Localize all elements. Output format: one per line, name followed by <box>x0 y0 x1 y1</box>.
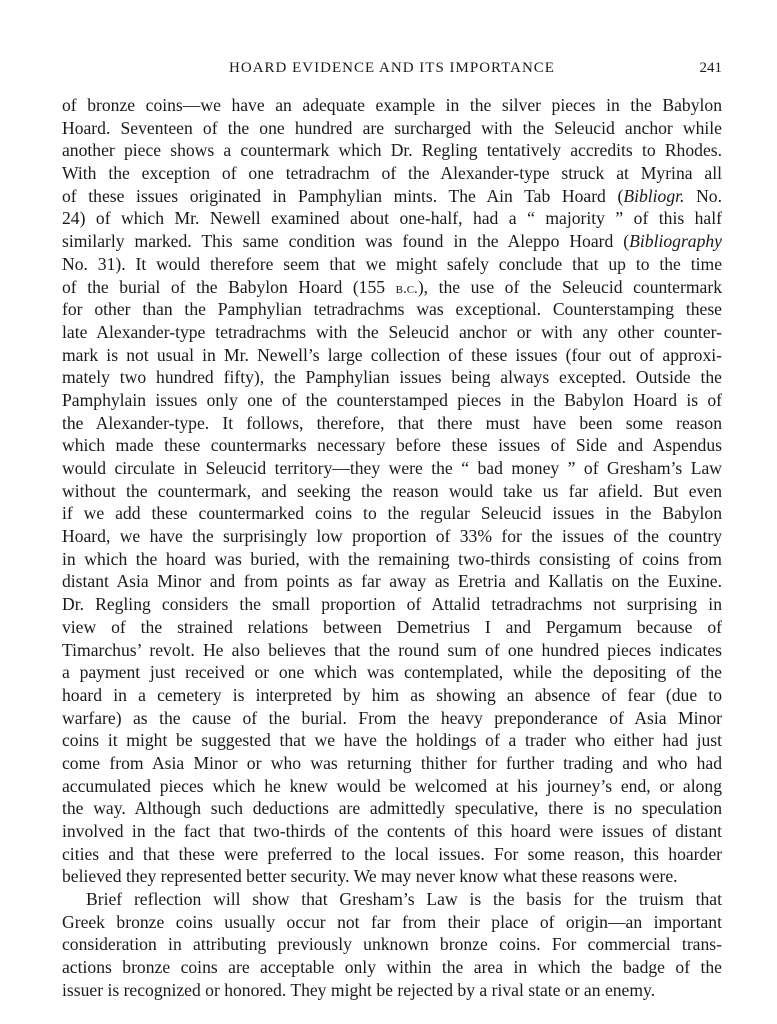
text-line <box>62 230 722 253</box>
text-line: 24) of which Mr. Newell examined about one-half, had a “ majority ” of this half <box>62 208 722 229</box>
text-line <box>62 276 722 299</box>
date-small-caps: b.c. <box>395 280 418 297</box>
text-line <box>62 185 722 208</box>
paragraph-2 <box>62 888 722 1001</box>
text-line: cities and that these were preferred to the local issues. For some reason, this hoarder <box>62 843 722 864</box>
running-head <box>62 60 722 82</box>
text-run: of these issues originated in Pamphylian mints. The Ain Tab Hoard ( <box>62 185 624 206</box>
text-line: involved in the fact that two-thirds of the contents of this hoard were issues of distant <box>62 821 722 841</box>
text-line: another piece shows a countermark which Dr. Regling tentatively accredits to Rhodes. <box>62 140 722 161</box>
text-run: of the burial of the Babylon Hoard (155 <box>62 276 396 297</box>
text-line: No. 31). It would therefore seem that we might safely conclude that up to the time <box>62 253 722 274</box>
text-line: Timarchus’ revolt. He also believes that the round sum of one hundred pieces indicates <box>62 639 722 660</box>
text-line: come from Asia Minor or who was returning thither for further trading and who had <box>62 752 722 773</box>
paragraph-1 <box>62 94 722 888</box>
text-line: view of the strained relations between Demetrius I and Pergamum because of <box>62 616 722 637</box>
text-line: accumulated pieces which he knew would be welcomed at his journey’s end, or along <box>62 775 722 796</box>
body-text <box>62 94 722 1002</box>
text-line: coins it might be suggested that we have the holdings of a trader who either had just <box>62 730 722 751</box>
text-line: Greek bronze coins usually occur not far from their place of origin—an important <box>62 911 722 932</box>
page-number: 241 <box>699 60 722 76</box>
citation-italic: Bibliography <box>629 231 722 252</box>
text-line: without the countermark, and seeking the reason would take us far afield. But even <box>62 480 722 501</box>
text-line: Brief reflection will show that Gresham’s Law is the basis for the truism that <box>86 889 722 910</box>
text-line: if we add these countermarked coins to the regular Seleucid issues in the Babylon <box>62 503 722 524</box>
citation-italic: Bibliogr. <box>623 185 685 206</box>
text-line: believed they represented better security. We may never know what these reasons were. <box>62 866 678 887</box>
text-run: similarly marked. This same condition was found in the Aleppo Hoard ( <box>62 231 630 252</box>
text-line: the Alexander-type. It follows, therefore, that there must have been some reason <box>62 412 722 433</box>
text-line: for other than the Pamphylian tetradrachms was exceptional. Counterstamping these <box>62 299 722 320</box>
text-line: distant Asia Minor and from points as far away as Eretria and Kallatis on the Euxine. <box>62 571 722 592</box>
text-run: No. <box>684 185 722 206</box>
text-run: ), the use of the Seleucid countermark <box>417 276 722 297</box>
text-line: in which the hoard was buried, with the remaining two-thirds consisting of coins from <box>62 548 722 569</box>
text-line: Dr. Regling considers the small proportion of Attalid tetradrachms not surprising in <box>62 594 722 615</box>
text-line: a payment just received or one which was contemplated, while the depositing of the <box>62 662 722 683</box>
text-line: Hoard, we have the surprisingly low proportion of 33% for the issues of the country <box>62 526 722 547</box>
text-line: Hoard. Seventeen of the one hundred are surcharged with the Seleucid anchor while <box>62 117 722 138</box>
running-head-title: HOARD EVIDENCE AND ITS IMPORTANCE <box>229 60 555 76</box>
text-line: which made these countermarks necessary before these issues of Side and Aspendus <box>62 435 722 456</box>
text-line: hoard in a cemetery is interpreted by him as showing an absence of fear (due to <box>62 684 722 705</box>
text-line: of bronze coins—we have an adequate example in the silver pieces in the Babylon <box>62 95 722 115</box>
text-line: With the exception of one tetradrachm of the Alexander-type struck at Myrina all <box>62 163 722 184</box>
text-line: warfare) as the cause of the burial. From the heavy preponderance of Asia Minor <box>62 707 722 728</box>
text-line: actions bronze coins are acceptable only within the area in which the badge of the <box>62 957 722 978</box>
text-line: would circulate in Seleucid territory—they were the “ bad money ” of Gresham’s Law <box>62 458 722 478</box>
text-line: consideration in attributing previously unknown bronze coins. For commercial trans- <box>62 934 722 955</box>
text-line: issuer is recognized or honored. They might be rejected by a rival state or an enemy. <box>62 979 656 1000</box>
text-line: Pamphylain issues only one of the counterstamped pieces in the Babylon Hoard is of <box>62 389 722 410</box>
text-line: the way. Although such deductions are admittedly speculative, there is no speculation <box>62 798 722 819</box>
text-line: mark is not usual in Mr. Newell’s large collection of these issues (four out of approxi- <box>62 344 722 365</box>
text-line: mately two hundred fifty), the Pamphylian issues being always excepted. Outside the <box>62 367 722 388</box>
text-line: late Alexander-type tetradrachms with the Seleucid anchor or with any other counter- <box>62 321 722 342</box>
